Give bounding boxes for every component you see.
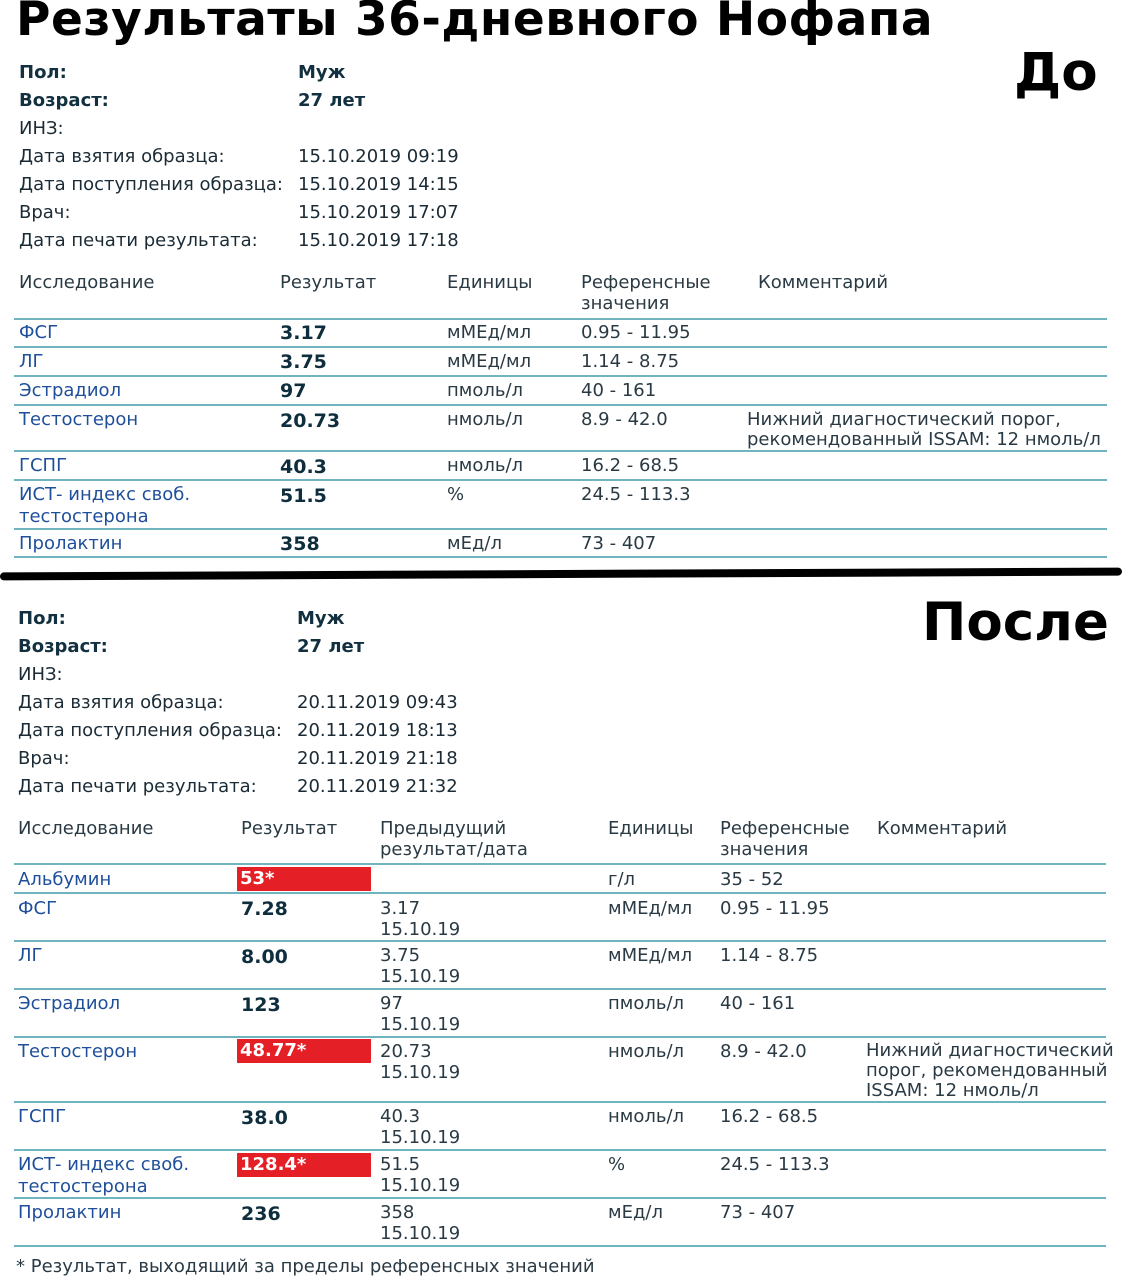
header-units: Единицы bbox=[608, 818, 694, 839]
test-name[interactable]: ГСПГ bbox=[18, 1106, 67, 1127]
test-name[interactable]: ЛГ bbox=[19, 351, 44, 372]
result-value: 123 bbox=[241, 994, 281, 1016]
inz-label: ИНЗ: bbox=[18, 664, 63, 685]
test-name[interactable]: Альбумин bbox=[18, 869, 112, 890]
result-value: 236 bbox=[241, 1203, 281, 1225]
comment-line1: Нижний диагностический bbox=[866, 1040, 1114, 1061]
ref-value: 35 - 52 bbox=[720, 869, 784, 890]
footnote: * Результат, выходящий за пределы референсных значений bbox=[16, 1256, 595, 1277]
prev-date: 15.10.19 bbox=[380, 966, 461, 987]
ref-value: 73 - 407 bbox=[581, 533, 657, 554]
test-name[interactable]: Эстрадиол bbox=[18, 993, 121, 1014]
sex-label: Пол: bbox=[19, 62, 67, 83]
prev-value: 40.3 bbox=[380, 1106, 421, 1127]
units-value: мЕд/л bbox=[608, 1202, 663, 1223]
units-value: нмоль/л bbox=[608, 1106, 685, 1127]
result-value: 38.0 bbox=[241, 1107, 288, 1129]
units-value: нмоль/л bbox=[447, 409, 524, 430]
ref-value: 24.5 - 113.3 bbox=[720, 1154, 830, 1175]
ref-value: 1.14 - 8.75 bbox=[581, 351, 680, 372]
row-divider bbox=[14, 479, 1107, 481]
ref-value: 40 - 161 bbox=[720, 993, 796, 1014]
age-label: Возраст: bbox=[19, 90, 109, 111]
result-value: 3.17 bbox=[280, 322, 327, 344]
ref-value: 24.5 - 113.3 bbox=[581, 484, 691, 505]
units-value: % bbox=[608, 1154, 626, 1175]
row-divider bbox=[14, 1245, 1106, 1247]
header-comment: Комментарий bbox=[877, 818, 1008, 839]
print-date-value: 20.11.2019 21:32 bbox=[297, 776, 458, 797]
after-header-divider bbox=[14, 863, 1106, 865]
sample-received-label: Дата поступления образца: bbox=[18, 720, 282, 741]
sample-received-value: 20.11.2019 18:13 bbox=[297, 720, 458, 741]
result-value: 97 bbox=[280, 380, 307, 402]
test-name[interactable]: ИСТ- индекс своб. bbox=[18, 1154, 190, 1175]
doctor-label: Врач: bbox=[18, 748, 70, 769]
units-value: % bbox=[447, 484, 465, 505]
sample-received-value: 15.10.2019 14:15 bbox=[298, 174, 459, 195]
print-date-label: Дата печати результата: bbox=[19, 230, 258, 251]
row-divider bbox=[14, 1101, 1106, 1103]
row-divider bbox=[14, 528, 1107, 530]
doctor-value: 15.10.2019 17:07 bbox=[298, 202, 459, 223]
row-divider bbox=[14, 404, 1107, 406]
header-ref-line1: Референсные bbox=[720, 818, 850, 839]
test-name[interactable]: Пролактин bbox=[19, 533, 123, 554]
page-title: Результаты 36-дневного Нофапа bbox=[16, 0, 934, 47]
row-divider bbox=[14, 450, 1107, 452]
ref-value: 73 - 407 bbox=[720, 1202, 796, 1223]
age-value: 27 лет bbox=[298, 90, 366, 111]
sex-value: Муж bbox=[298, 62, 346, 83]
doctor-label: Врач: bbox=[19, 202, 71, 223]
prev-date: 15.10.19 bbox=[380, 1014, 461, 1035]
units-value: мМЕд/мл bbox=[608, 898, 693, 919]
test-name[interactable]: Пролактин bbox=[18, 1202, 122, 1223]
comment-line2: рекомендованный ISSAM: 12 нмоль/л bbox=[747, 429, 1101, 450]
before-stamp: До bbox=[1014, 42, 1098, 103]
header-test: Исследование bbox=[19, 272, 155, 293]
ref-value: 1.14 - 8.75 bbox=[720, 945, 819, 966]
units-value: мЕд/л bbox=[447, 533, 502, 554]
ref-value: 16.2 - 68.5 bbox=[581, 455, 680, 476]
test-name[interactable]: Тестостерон bbox=[19, 409, 139, 430]
comment-line1: Нижний диагностический порог, bbox=[747, 409, 1061, 430]
units-value: пмоль/л bbox=[447, 380, 524, 401]
result-value: 358 bbox=[280, 533, 320, 555]
row-divider bbox=[14, 375, 1107, 377]
prev-date: 15.10.19 bbox=[380, 919, 461, 940]
prev-date: 15.10.19 bbox=[380, 1175, 461, 1196]
header-result: Результат bbox=[280, 272, 377, 293]
print-date-value: 15.10.2019 17:18 bbox=[298, 230, 459, 251]
header-test: Исследование bbox=[18, 818, 154, 839]
test-name[interactable]: ГСПГ bbox=[19, 455, 68, 476]
row-divider bbox=[14, 346, 1107, 348]
before-header-divider bbox=[14, 318, 1107, 320]
prev-date: 15.10.19 bbox=[380, 1223, 461, 1244]
prev-value: 97 bbox=[380, 993, 403, 1014]
prev-value: 358 bbox=[380, 1202, 415, 1223]
result-value: 20.73 bbox=[280, 410, 341, 432]
ref-value: 0.95 - 11.95 bbox=[581, 322, 691, 343]
print-date-label: Дата печати результата: bbox=[18, 776, 257, 797]
result-value: 7.28 bbox=[241, 898, 288, 920]
ref-value: 40 - 161 bbox=[581, 380, 657, 401]
units-value: г/л bbox=[608, 869, 636, 890]
comment-line2: порог, рекомендованный bbox=[866, 1060, 1108, 1081]
ref-value: 16.2 - 68.5 bbox=[720, 1106, 819, 1127]
sample-taken-value: 20.11.2019 09:43 bbox=[297, 692, 458, 713]
row-divider bbox=[14, 1036, 1106, 1038]
result-value: 8.00 bbox=[241, 946, 288, 968]
test-name-line2[interactable]: тестостерона bbox=[19, 506, 149, 527]
row-divider bbox=[14, 940, 1106, 942]
header-prev-line1: Предыдущий bbox=[380, 818, 507, 839]
age-value: 27 лет bbox=[297, 636, 365, 657]
sex-label: Пол: bbox=[18, 608, 66, 629]
sample-received-label: Дата поступления образца: bbox=[19, 174, 283, 195]
test-name[interactable]: ЛГ bbox=[18, 945, 43, 966]
sex-value: Муж bbox=[297, 608, 345, 629]
after-stamp: После bbox=[922, 592, 1109, 653]
test-name[interactable]: ИСТ- индекс своб. bbox=[19, 484, 191, 505]
section-divider bbox=[0, 568, 1122, 581]
units-value: мМЕд/мл bbox=[608, 945, 693, 966]
test-name[interactable]: ФСГ bbox=[19, 322, 59, 343]
test-name[interactable]: Тестостерон bbox=[18, 1041, 138, 1062]
header-result: Результат bbox=[241, 818, 338, 839]
row-divider bbox=[14, 892, 1106, 894]
prev-value: 3.17 bbox=[380, 898, 421, 919]
inz-label: ИНЗ: bbox=[19, 118, 64, 139]
header-ref-line1: Референсные bbox=[581, 272, 711, 293]
flagged-result: 128.4* bbox=[237, 1153, 371, 1177]
test-name-line2[interactable]: тестостерона bbox=[18, 1176, 148, 1197]
sample-taken-value: 15.10.2019 09:19 bbox=[298, 146, 459, 167]
flagged-result: 48.77* bbox=[237, 1039, 371, 1063]
test-name[interactable]: ФСГ bbox=[18, 898, 58, 919]
age-label: Возраст: bbox=[18, 636, 108, 657]
prev-value: 51.5 bbox=[380, 1154, 421, 1175]
row-divider bbox=[14, 1197, 1106, 1199]
sample-taken-label: Дата взятия образца: bbox=[19, 146, 225, 167]
prev-value: 20.73 bbox=[380, 1041, 432, 1062]
header-ref-line2: значения bbox=[581, 293, 670, 314]
header-ref-line2: значения bbox=[720, 839, 809, 860]
prev-date: 15.10.19 bbox=[380, 1062, 461, 1083]
units-value: мМЕд/мл bbox=[447, 351, 532, 372]
ref-value: 8.9 - 42.0 bbox=[581, 409, 668, 430]
comment-line3: ISSAM: 12 нмоль/л bbox=[866, 1080, 1039, 1101]
ref-value: 8.9 - 42.0 bbox=[720, 1041, 807, 1062]
flagged-result: 53* bbox=[237, 867, 371, 891]
prev-date: 15.10.19 bbox=[380, 1127, 461, 1148]
header-prev-line2: результат/дата bbox=[380, 839, 528, 860]
row-divider bbox=[14, 1149, 1106, 1151]
header-comment: Комментарий bbox=[758, 272, 889, 293]
units-value: нмоль/л bbox=[608, 1041, 685, 1062]
ref-value: 0.95 - 11.95 bbox=[720, 898, 830, 919]
test-name[interactable]: Эстрадиол bbox=[19, 380, 122, 401]
prev-value: 3.75 bbox=[380, 945, 421, 966]
result-value: 3.75 bbox=[280, 351, 327, 373]
result-value: 40.3 bbox=[280, 456, 327, 478]
units-value: пмоль/л bbox=[608, 993, 685, 1014]
doctor-value: 20.11.2019 21:18 bbox=[297, 748, 458, 769]
header-units: Единицы bbox=[447, 272, 533, 293]
units-value: мМЕд/мл bbox=[447, 322, 532, 343]
result-value: 51.5 bbox=[280, 485, 327, 507]
row-divider bbox=[14, 556, 1107, 558]
row-divider bbox=[14, 988, 1106, 990]
sample-taken-label: Дата взятия образца: bbox=[18, 692, 224, 713]
units-value: нмоль/л bbox=[447, 455, 524, 476]
